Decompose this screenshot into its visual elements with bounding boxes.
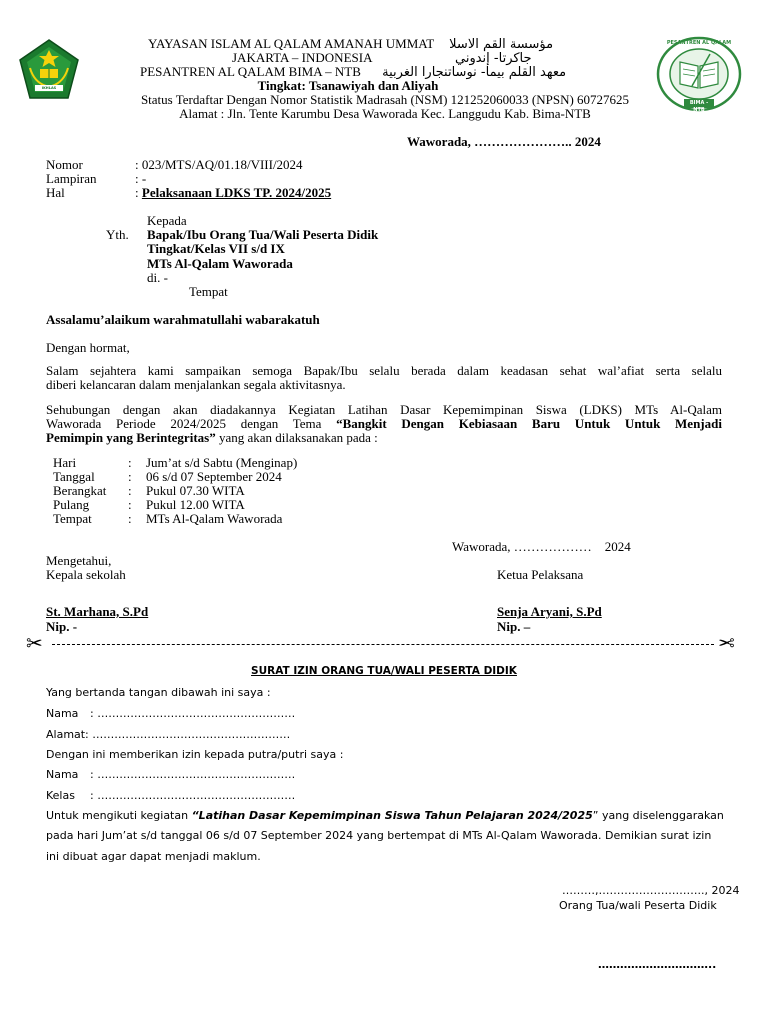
left-signer-name: St. Marhana, S.Pd [46,604,149,619]
pesantren-name-arabic: معهد القلم بيما- نوساتنجارا الغربية [382,65,567,80]
para2-theme-outro: yang akan dilaksanakan pada : [215,430,378,445]
lampiran-label: Lampiran [46,171,97,186]
para2-line1: Sehubungan dengan akan diadakannya Kegiatan Latihan Dasar Kepemimpinan Siswa (LDKS) MTs Al-Qalam [46,402,722,417]
foundation-name: YAYASAN ISLAM AL QALAM AMANAH UMMAT [148,36,434,51]
kepada: Kepada [147,213,187,228]
permit-body-line2: pada hari Jum’at s/d tanggal 06 s/d 07 September 2024 yang bertempat di MTs Al-Qalam Waworada. Demikian surat izin [46,829,712,842]
child-name-field[interactable]: : ……………………………………………… [90,768,296,781]
permit-body-line1 [46,809,724,822]
schedule-label: Hari [53,455,77,470]
permit-signature-line[interactable]: ………………………….. [598,958,717,971]
hal-colon: : [135,185,142,200]
hal-row [135,186,331,200]
permit-give: Dengan ini memberikan izin kepada putra/putri saya : [46,748,344,761]
parent-address-field[interactable]: : ……………………………………………… [85,728,291,741]
schedule-colon: : [128,469,132,484]
scissors-left-icon: ✂ [26,631,43,655]
foundation-name-arabic: مؤسسة القم الاسلا [449,37,554,52]
lampiran-value: : - [135,171,147,186]
schedule-value: MTs Al-Qalam Waworada [146,511,283,526]
recipient-line1: Bapak/Ibu Orang Tua/Wali Peserta Didik [147,227,379,242]
schedule-value: Pukul 07.30 WITA [146,483,245,498]
right-signer-name: Senja Aryani, S.Pd [497,604,602,619]
city-country-arabic: جاكرتا- إندوني [455,51,532,66]
schedule-label: Pulang [53,497,90,512]
signature-date: Waworada, ……………… 2024 [452,539,631,554]
para2-line3 [46,431,378,445]
para1-line2: diberi kelancaran dalam menjalankan segala aktivitasnya. [46,377,346,392]
permit-activity-name: “Latihan Dasar Kepemimpinan Siswa Tahun Pelajaran 2024/2025 [191,809,593,822]
left-signer-nip: Nip. - [46,619,78,634]
recipient-tempat: Tempat [189,284,228,299]
schedule-label: Tanggal [53,469,95,484]
scissors-right-icon: ✂ [718,631,735,655]
letterhead-level: Tingkat: Tsanawiyah dan Aliyah [257,78,439,93]
schedule-colon: : [128,483,132,498]
city-country: JAKARTA – INDONESIA [232,50,372,65]
parent-name-label: Nama [46,707,79,720]
parent-address-label: Alamat [46,728,86,741]
greeting: Dengan hormat, [46,340,130,355]
yth: Yth. [106,227,129,242]
para2-line2 [46,417,722,431]
schedule-label: Tempat [53,511,92,526]
hal-label: Hal [46,185,65,200]
para2-theme-a: “Bangkit Dengan Kebiasaan Baru Untuk Untuk Menjadi [336,416,722,431]
hal-value: Pelaksanaan LDKS TP. 2024/2025 [141,185,332,200]
schedule-value: Jum’at s/d Sabtu (Menginap) [146,455,298,470]
letterhead-address: Alamat : Jln. Tente Karumbu Desa Waworada Kec. Langgudu Kab. Bima-NTB [179,106,591,121]
permit-body-intro: Untuk mengikuti kegiatan [46,809,192,822]
child-name-label: Nama [46,768,79,781]
letterhead-registration: Status Terdaftar Dengan Nomor Statistik Madrasah (NSM) 121252060033 (NPSN) 60727625 [140,92,630,107]
schedule-value: 06 s/d 07 September 2024 [146,469,282,484]
schedule-colon: : [128,511,132,526]
logo-ring-text: PESANTREN AL QALAM [666,40,732,46]
permit-intro: Yang bertanda tangan dibawah ini saya : [46,686,271,699]
recipient-line2: Tingkat/Kelas VII s/d IX [147,241,285,256]
permit-body-outro: ” yang diselenggarakan [592,809,724,822]
schedule-value: Pukul 12.00 WITA [146,497,245,512]
schedule-label: Berangkat [53,483,107,498]
mengetahui: Mengetahui, [46,553,112,568]
logo-motto: IKHLAS BERAMAL [39,86,59,96]
child-class-field[interactable]: : ……………………………………………… [90,789,296,802]
letter-date: Waworada, ………………….. 2024 [407,134,601,149]
nomor-label: Nomor [46,157,83,172]
schedule-colon: : [128,497,132,512]
para1-line1: Salam sejahtera kami sampaikan semoga Bapak/Ibu selalu berada dalam keadasan sehat wal’afiat serta selalu [46,363,722,378]
para2-theme-b: Pemimpin yang Berintegritas” [46,430,216,445]
schedule-colon: : [128,455,132,470]
permit-title: SURAT IZIN ORANG TUA/WALI PESERTA DIDIK [251,665,517,677]
right-signer-nip: Nip. – [497,619,531,634]
left-signer-title: Kepala sekolah [46,567,126,582]
recipient-di: di. - [147,270,168,285]
right-signer-title: Ketua Pelaksana [497,567,584,582]
permit-signer-title: Orang Tua/wali Peserta Didik [559,899,717,912]
salutation: Assalamu’alaikum warahmatullahi wabarakatuh [46,312,320,327]
nomor-value: : 023/MTS/AQ/01.18/VIII/2024 [135,157,303,172]
recipient-line3: MTs Al-Qalam Waworada [147,256,293,271]
pesantren-name: PESANTREN AL QALAM BIMA – NTB [140,64,361,79]
cut-line [52,644,714,645]
permit-date[interactable]: ………,……………………….., 2024 [562,884,740,897]
permit-body-line3: ini dibuat agar dapat menjadi maklum. [46,850,261,863]
parent-name-field[interactable]: : ……………………………………………… [90,707,296,720]
child-class-label: Kelas [46,789,75,802]
logo-bottom-text: BIMA - NTB [689,100,709,113]
para2-theme-intro: Waworada Periode 2024/2025 dengan Tema [46,416,337,431]
